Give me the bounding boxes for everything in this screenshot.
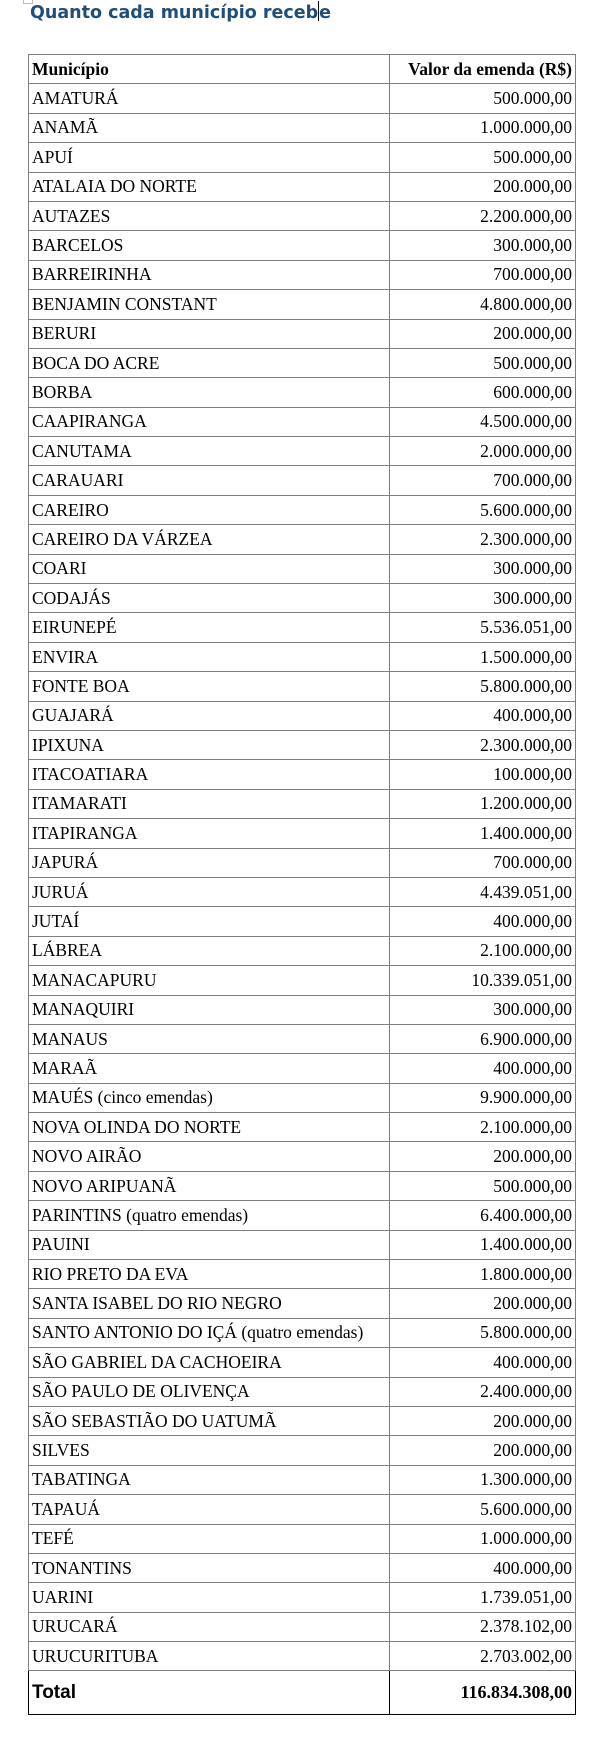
table-row bbox=[29, 1230, 576, 1259]
municipio-cell: TABATINGA bbox=[29, 1465, 390, 1494]
table-row bbox=[29, 554, 576, 583]
municipio-cell: ATALAIA DO NORTE bbox=[29, 172, 390, 201]
valor-cell: 200.000,00 bbox=[390, 1436, 576, 1465]
table-row bbox=[29, 1054, 576, 1083]
valor-cell: 5.600.000,00 bbox=[390, 1495, 576, 1524]
table-row bbox=[29, 260, 576, 289]
valor-cell: 2.200.000,00 bbox=[390, 201, 576, 230]
valor-cell: 400.000,00 bbox=[390, 1553, 576, 1582]
municipio-cell: CAAPIRANGA bbox=[29, 407, 390, 436]
table-row bbox=[29, 319, 576, 348]
valor-cell: 4.800.000,00 bbox=[390, 290, 576, 319]
municipio-cell: MANACAPURU bbox=[29, 966, 390, 995]
table-row bbox=[29, 113, 576, 142]
municipio-cell: NOVA OLINDA DO NORTE bbox=[29, 1113, 390, 1142]
valor-cell: 700.000,00 bbox=[390, 848, 576, 877]
valor-cell: 400.000,00 bbox=[390, 701, 576, 730]
municipio-cell: CANUTAMA bbox=[29, 437, 390, 466]
municipio-cell: JUTAÍ bbox=[29, 907, 390, 936]
valor-cell: 1.400.000,00 bbox=[390, 1230, 576, 1259]
municipio-cell: CODAJÁS bbox=[29, 584, 390, 613]
column-header-valor: Valor da emenda (R$) bbox=[390, 55, 576, 84]
municipio-cell: BARCELOS bbox=[29, 231, 390, 260]
table-row bbox=[29, 760, 576, 789]
municipio-cell: AMATURÁ bbox=[29, 84, 390, 113]
valor-cell: 1.800.000,00 bbox=[390, 1260, 576, 1289]
valor-cell: 1.400.000,00 bbox=[390, 819, 576, 848]
table-row bbox=[29, 1318, 576, 1347]
municipio-cell: ANAMÃ bbox=[29, 113, 390, 142]
valor-cell: 1.000.000,00 bbox=[390, 113, 576, 142]
table-row bbox=[29, 848, 576, 877]
table-row bbox=[29, 1289, 576, 1318]
valor-cell: 1.200.000,00 bbox=[390, 789, 576, 818]
valor-cell: 2.300.000,00 bbox=[390, 525, 576, 554]
valor-cell: 4.500.000,00 bbox=[390, 407, 576, 436]
municipio-cell: GUAJARÁ bbox=[29, 701, 390, 730]
total-row bbox=[29, 1671, 576, 1715]
municipio-cell: ITAPIRANGA bbox=[29, 819, 390, 848]
table-row bbox=[29, 642, 576, 671]
valor-cell: 2.000.000,00 bbox=[390, 437, 576, 466]
table-row bbox=[29, 995, 576, 1024]
table-row bbox=[29, 584, 576, 613]
municipio-cell: COARI bbox=[29, 554, 390, 583]
valor-cell: 500.000,00 bbox=[390, 84, 576, 113]
municipio-cell: TONANTINS bbox=[29, 1553, 390, 1582]
municipio-cell: CAREIRO bbox=[29, 495, 390, 524]
municipio-cell: SANTO ANTONIO DO IÇÁ (quatro emendas) bbox=[29, 1318, 390, 1347]
municipio-cell: RIO PRETO DA EVA bbox=[29, 1260, 390, 1289]
valor-cell: 400.000,00 bbox=[390, 1054, 576, 1083]
heading[interactable] bbox=[30, 0, 331, 30]
total-value: 116.834.308,00 bbox=[390, 1671, 576, 1715]
table-row bbox=[29, 1377, 576, 1406]
table-row bbox=[29, 966, 576, 995]
table-row bbox=[29, 1348, 576, 1377]
municipio-cell: JURUÁ bbox=[29, 877, 390, 906]
valor-cell: 2.100.000,00 bbox=[390, 1113, 576, 1142]
municipio-cell: BERURI bbox=[29, 319, 390, 348]
table-row bbox=[29, 701, 576, 730]
valor-cell: 2.400.000,00 bbox=[390, 1377, 576, 1406]
municipio-cell: AUTAZES bbox=[29, 201, 390, 230]
table-row bbox=[29, 1642, 576, 1671]
table-row bbox=[29, 1406, 576, 1435]
municipio-cell: MAUÉS (cinco emendas) bbox=[29, 1083, 390, 1112]
valor-cell: 200.000,00 bbox=[390, 172, 576, 201]
municipio-cell: URUCURITUBA bbox=[29, 1642, 390, 1671]
table-row bbox=[29, 201, 576, 230]
table-row bbox=[29, 1612, 576, 1641]
municipio-cell: TEFÉ bbox=[29, 1524, 390, 1553]
table-row bbox=[29, 1524, 576, 1553]
table-row bbox=[29, 907, 576, 936]
table-row bbox=[29, 495, 576, 524]
table-row bbox=[29, 877, 576, 906]
municipio-cell: SILVES bbox=[29, 1436, 390, 1465]
valor-cell: 600.000,00 bbox=[390, 378, 576, 407]
table-row bbox=[29, 789, 576, 818]
valor-cell: 700.000,00 bbox=[390, 466, 576, 495]
valor-cell: 300.000,00 bbox=[390, 995, 576, 1024]
valor-cell: 1.500.000,00 bbox=[390, 642, 576, 671]
municipio-cell: ITACOATIARA bbox=[29, 760, 390, 789]
table-row bbox=[29, 231, 576, 260]
municipio-cell: SANTA ISABEL DO RIO NEGRO bbox=[29, 1289, 390, 1318]
valor-cell: 5.536.051,00 bbox=[390, 613, 576, 642]
table-row bbox=[29, 437, 576, 466]
table-header-row bbox=[29, 55, 576, 84]
municipio-cell: NOVO ARIPUANÃ bbox=[29, 1171, 390, 1200]
valor-cell: 400.000,00 bbox=[390, 1348, 576, 1377]
valor-cell: 5.600.000,00 bbox=[390, 495, 576, 524]
municipio-cell: FONTE BOA bbox=[29, 672, 390, 701]
municipio-cell: MANAQUIRI bbox=[29, 995, 390, 1024]
municipio-cell: BARREIRINHA bbox=[29, 260, 390, 289]
municipio-cell: LÁBREA bbox=[29, 936, 390, 965]
municipio-cell: SÃO PAULO DE OLIVENÇA bbox=[29, 1377, 390, 1406]
valor-cell: 300.000,00 bbox=[390, 584, 576, 613]
municipio-cell: UARINI bbox=[29, 1583, 390, 1612]
valor-cell: 2.100.000,00 bbox=[390, 936, 576, 965]
valor-cell: 4.439.051,00 bbox=[390, 877, 576, 906]
municipio-cell: BORBA bbox=[29, 378, 390, 407]
valor-cell: 100.000,00 bbox=[390, 760, 576, 789]
municipio-cell: SÃO SEBASTIÃO DO UATUMÃ bbox=[29, 1406, 390, 1435]
table-row bbox=[29, 1142, 576, 1171]
municipio-cell: NOVO AIRÃO bbox=[29, 1142, 390, 1171]
table-row bbox=[29, 1553, 576, 1582]
valor-cell: 300.000,00 bbox=[390, 554, 576, 583]
table-row bbox=[29, 730, 576, 759]
valor-cell: 5.800.000,00 bbox=[390, 672, 576, 701]
valor-cell: 5.800.000,00 bbox=[390, 1318, 576, 1347]
valor-cell: 1.000.000,00 bbox=[390, 1524, 576, 1553]
table-row bbox=[29, 672, 576, 701]
municipio-cell: ENVIRA bbox=[29, 642, 390, 671]
table-row bbox=[29, 1201, 576, 1230]
municipio-cell: PAUINI bbox=[29, 1230, 390, 1259]
table-row bbox=[29, 1260, 576, 1289]
valor-cell: 1.739.051,00 bbox=[390, 1583, 576, 1612]
valor-cell: 400.000,00 bbox=[390, 907, 576, 936]
valor-cell: 6.900.000,00 bbox=[390, 1024, 576, 1053]
municipio-cell: TAPAUÁ bbox=[29, 1495, 390, 1524]
valor-cell: 6.400.000,00 bbox=[390, 1201, 576, 1230]
table-row bbox=[29, 1083, 576, 1112]
valor-cell: 500.000,00 bbox=[390, 143, 576, 172]
table-row bbox=[29, 1436, 576, 1465]
table-row bbox=[29, 1113, 576, 1142]
table-row bbox=[29, 613, 576, 642]
valor-cell: 500.000,00 bbox=[390, 348, 576, 377]
municipio-cell: MANAUS bbox=[29, 1024, 390, 1053]
valor-cell: 2.300.000,00 bbox=[390, 730, 576, 759]
table-row bbox=[29, 936, 576, 965]
table-row bbox=[29, 378, 576, 407]
heading-tail: e bbox=[319, 3, 332, 23]
table-row bbox=[29, 1495, 576, 1524]
municipio-cell: URUCARÁ bbox=[29, 1612, 390, 1641]
table-row bbox=[29, 1465, 576, 1494]
table-body bbox=[29, 84, 576, 1671]
table-row bbox=[29, 525, 576, 554]
municipio-cell: EIRUNEPÉ bbox=[29, 613, 390, 642]
valor-cell: 2.703.002,00 bbox=[390, 1642, 576, 1671]
valor-cell: 200.000,00 bbox=[390, 1142, 576, 1171]
heading-text: Quanto cada município receb bbox=[30, 3, 319, 23]
municipio-cell: APUÍ bbox=[29, 143, 390, 172]
municipio-cell: CARAUARI bbox=[29, 466, 390, 495]
valor-cell: 10.339.051,00 bbox=[390, 966, 576, 995]
table-row bbox=[29, 143, 576, 172]
valor-cell: 300.000,00 bbox=[390, 231, 576, 260]
table-row bbox=[29, 84, 576, 113]
total-label: Total bbox=[29, 1671, 390, 1715]
emendas-table bbox=[28, 54, 576, 1715]
table-row bbox=[29, 407, 576, 436]
table-row bbox=[29, 1171, 576, 1200]
municipio-cell: SÃO GABRIEL DA CACHOEIRA bbox=[29, 1348, 390, 1377]
column-header-municipio: Município bbox=[29, 55, 390, 84]
table-row bbox=[29, 172, 576, 201]
valor-cell: 200.000,00 bbox=[390, 1406, 576, 1435]
valor-cell: 1.300.000,00 bbox=[390, 1465, 576, 1494]
municipio-cell: MARAÃ bbox=[29, 1054, 390, 1083]
valor-cell: 9.900.000,00 bbox=[390, 1083, 576, 1112]
municipio-cell: BENJAMIN CONSTANT bbox=[29, 290, 390, 319]
municipio-cell: PARINTINS (quatro emendas) bbox=[29, 1201, 390, 1230]
valor-cell: 500.000,00 bbox=[390, 1171, 576, 1200]
table-row bbox=[29, 819, 576, 848]
municipio-cell: ITAMARATI bbox=[29, 789, 390, 818]
valor-cell: 200.000,00 bbox=[390, 1289, 576, 1318]
valor-cell: 200.000,00 bbox=[390, 319, 576, 348]
valor-cell: 700.000,00 bbox=[390, 260, 576, 289]
table-row bbox=[29, 1024, 576, 1053]
municipio-cell: IPIXUNA bbox=[29, 730, 390, 759]
municipio-cell: JAPURÁ bbox=[29, 848, 390, 877]
municipio-cell: CAREIRO DA VÁRZEA bbox=[29, 525, 390, 554]
table-row bbox=[29, 290, 576, 319]
valor-cell: 2.378.102,00 bbox=[390, 1612, 576, 1641]
table-row bbox=[29, 1583, 576, 1612]
municipio-cell: BOCA DO ACRE bbox=[29, 348, 390, 377]
table-row bbox=[29, 348, 576, 377]
table-row bbox=[29, 466, 576, 495]
